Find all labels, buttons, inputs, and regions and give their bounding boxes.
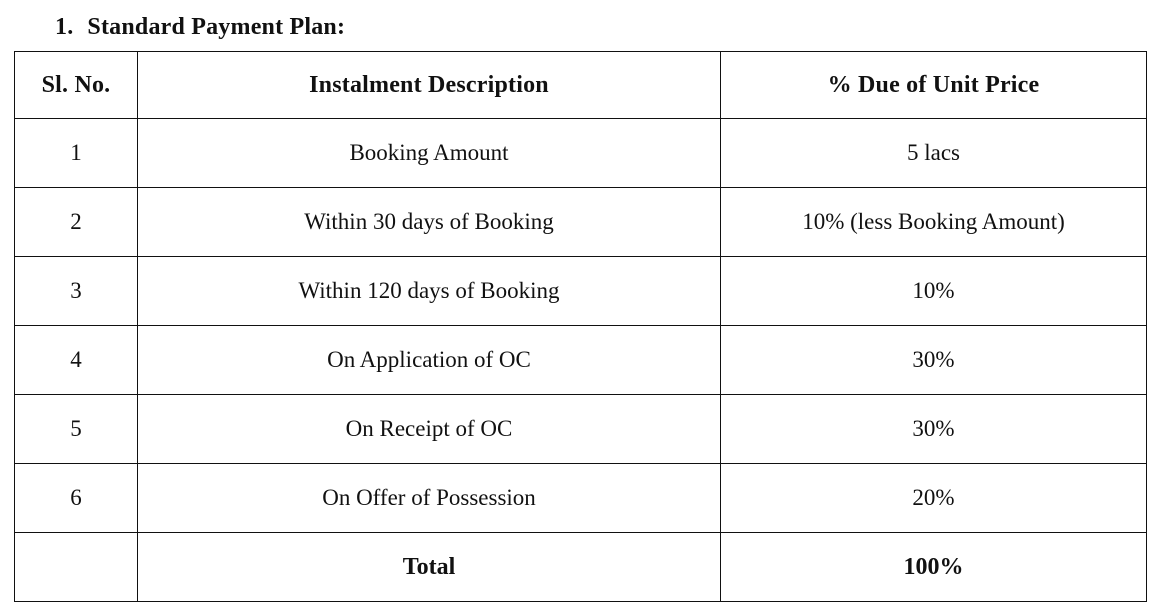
table-row — [15, 326, 1147, 395]
payment-plan-table-wrapper — [0, 51, 1160, 602]
table-row — [15, 464, 1147, 533]
cell-description: On Offer of Possession — [138, 464, 721, 533]
cell-percent-due: 10% — [721, 257, 1147, 326]
cell-total-percent: 100% — [721, 533, 1147, 602]
column-header-instalment-description: Instalment Description — [138, 52, 721, 119]
table-row — [15, 395, 1147, 464]
table-total-row — [15, 533, 1147, 602]
cell-total-label: Total — [138, 533, 721, 602]
cell-description: Within 120 days of Booking — [138, 257, 721, 326]
cell-percent-due: 30% — [721, 326, 1147, 395]
table-header — [15, 52, 1147, 119]
cell-percent-due: 20% — [721, 464, 1147, 533]
column-header-percent-due: % Due of Unit Price — [721, 52, 1147, 119]
payment-plan-table — [14, 51, 1147, 602]
section-heading — [0, 0, 1160, 51]
cell-sl-no: 6 — [15, 464, 138, 533]
cell-percent-due: 30% — [721, 395, 1147, 464]
cell-description: Within 30 days of Booking — [138, 188, 721, 257]
cell-sl-no: 1 — [15, 119, 138, 188]
cell-sl-no — [15, 533, 138, 602]
table-header-row — [15, 52, 1147, 119]
table-body — [15, 119, 1147, 602]
cell-description: On Receipt of OC — [138, 395, 721, 464]
cell-percent-due: 10% (less Booking Amount) — [721, 188, 1147, 257]
cell-sl-no: 5 — [15, 395, 138, 464]
table-row — [15, 257, 1147, 326]
table-row — [15, 119, 1147, 188]
cell-percent-due: 5 lacs — [721, 119, 1147, 188]
cell-sl-no: 3 — [15, 257, 138, 326]
heading-title: Standard Payment Plan: — [87, 14, 346, 40]
table-row — [15, 188, 1147, 257]
cell-description: On Application of OC — [138, 326, 721, 395]
column-header-sl-no: Sl. No. — [15, 52, 138, 119]
cell-sl-no: 4 — [15, 326, 138, 395]
cell-sl-no: 2 — [15, 188, 138, 257]
cell-description: Booking Amount — [138, 119, 721, 188]
heading-number: 1. — [55, 14, 74, 40]
